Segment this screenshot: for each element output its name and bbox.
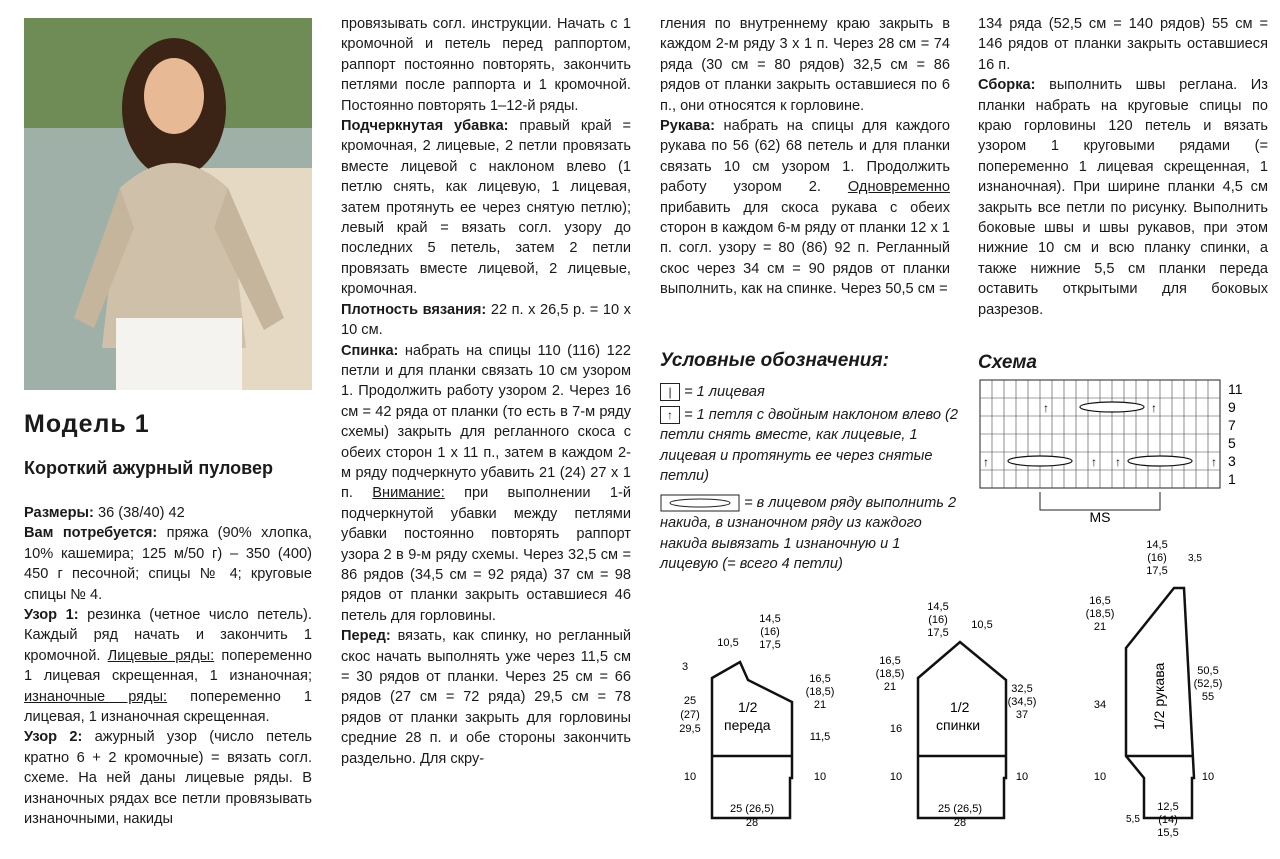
front-right-1: 16,5 xyxy=(809,673,831,685)
back-left-1: 16,5 xyxy=(879,655,901,667)
double-yarnover-icon xyxy=(660,494,740,512)
legend-text-2: = 1 петля с двойным наклоном влево (2 петли снять вместе, как лицевые, 1 лицевая и протянуть ее через снятые петли) xyxy=(660,407,959,485)
back-right-1: 32,5 xyxy=(1011,683,1033,695)
pattern2-label: Узор 2: xyxy=(24,729,83,746)
front-top-3: 17,5 xyxy=(759,639,781,651)
sleeve-text-2: прибавить для скоса рукава с обеих сторон в каждом 6-м ряду от планки 12 х 1 п. согл. узору = 80 (86) 92 п. Регланный скос через 34 см = 90 рядов от планки выполнить, как на спинке. Через 50,5 см = xyxy=(660,199,950,298)
assembly-text: выполнить швы реглана. Из планки набрать на круговые спицы по краю горловины 120 петель и вязать узором 1 круговыми рядами (= попеременно 1 лицевая скрещенная, 1 изнаночная). При ширине планки 4,5 см закрыть все петли по рисунку. Выполнить боковые швы и швы рукавов, при этом нижние 10 см и всю планку спинки, а также нижние 5,5 см планки переда оставить открытыми для боковых разрезов. xyxy=(978,77,1268,318)
chart-yarnover xyxy=(1008,456,1072,466)
chart-row-label: 3 xyxy=(1228,453,1236,469)
materials-text: пряжа (90% хлопка, 10% кашемира; 125 м/50 г) – 350 (400) 450 г песочной; спицы № 4; круговые спицы № 4. xyxy=(24,525,312,603)
sleeve-bottom-1: 12,5 xyxy=(1157,801,1179,813)
sleeve-text: набрать на спицы для каждого рукава по 56 (62) 68 петель и для планки связать 10 см узором 1. Продолжить работу узором 2. xyxy=(660,118,950,196)
legend-item-decrease xyxy=(660,405,960,487)
legend-text-1: = 1 лицевая xyxy=(684,384,765,400)
back-piece xyxy=(876,601,1037,829)
front-hem-right: 10 xyxy=(813,771,827,783)
double-decrease-icon: ↑ xyxy=(660,406,680,424)
legend-title: Условные обозначения: xyxy=(660,350,889,371)
front-top-1: 14,5 xyxy=(759,613,781,625)
legend-item-knit xyxy=(660,382,960,402)
back-hem-right: 10 xyxy=(1015,771,1029,783)
chart-repeat-bracket xyxy=(1040,492,1160,510)
pattern1-text: резинка (четное число петель). Каждый ряд начать и закончить 1 кромочной. xyxy=(24,607,312,664)
knitting-chart-grid xyxy=(978,378,1248,528)
sleeve-label: Рукава: xyxy=(660,118,716,135)
chart-decrease-mark: ↑ xyxy=(1043,401,1049,415)
sleeve-left-1: 16,5 xyxy=(1089,595,1111,607)
sleeve-right-2: (52,5) xyxy=(1193,678,1223,690)
model-title: Модель 1 xyxy=(24,410,150,438)
chart-row-label: 1 xyxy=(1228,471,1236,487)
text-column-3 xyxy=(660,14,950,300)
front-label-1: 1/2 xyxy=(738,699,758,715)
sleeve-side: 5,5 xyxy=(1126,814,1140,825)
back-left-4: 16 xyxy=(889,723,903,735)
sleeve-hem-right: 10 xyxy=(1201,771,1215,783)
back-text: набрать на спицы 110 (116) 122 петли и для планки связать 10 см узором 1. Продолжить работу узором 2. Через 16 см = 42 ряда от планки (то есть в 7-м ряду схемы) закрыть для регланного скоса с обеих сторон 1 х 11 п., затем в каждом 2-м ряду подчеркнуто убавить 21 (24) 27 х 1 п. xyxy=(341,342,631,502)
back-label-1: 1/2 xyxy=(950,699,970,715)
chart-row-label: 9 xyxy=(1228,399,1236,415)
front-left-1: 25 xyxy=(683,695,697,707)
chart-decrease-mark: ↑ xyxy=(1091,455,1097,469)
front-top-2: (16) xyxy=(760,626,780,638)
front-left-2: (27) xyxy=(680,709,700,721)
chart-yarnover xyxy=(1128,456,1192,466)
sleeve-label: 1/2 рукава xyxy=(1151,662,1167,730)
front-text: вязать, как спинку, но регланный скос начать выполнять уже через 11,5 см = 30 рядов от планки. Через 25 см = 66 рядов (27 см = 72 ряда) 29,5 см = 78 рядов от планки закрыть для горловины средние 28 п. и обе стороны закончить раздельно. Для скру- xyxy=(341,628,631,767)
back-left-2: (18,5) xyxy=(875,668,905,680)
chart-repeat-label: MS xyxy=(1089,509,1111,525)
pattern2-text: ажурный узор (число петель кратно 6 + 2 кромочные) = вязать согл. схеме. На ней даны лицевые ряды. В изнаночных рядах все петли провязывать изнаночными, накиды xyxy=(24,729,312,828)
back-top-2: (16) xyxy=(928,614,948,626)
attention-label: Внимание: xyxy=(372,485,445,502)
legend-text-3: = в лицевом ряду выполнить 2 накида, в изнаночном ряду из каждого накида вывязать 1 изнаночную и 1 лицевую (= всего 4 петли) xyxy=(660,495,957,573)
decrease-label: Подчеркнутая убавка: xyxy=(341,118,509,135)
back-right-3: 37 xyxy=(1015,709,1029,721)
chart-row-label: 11 xyxy=(1228,381,1243,397)
sleeve-left-2: (18,5) xyxy=(1085,608,1115,620)
front-label-2: переда xyxy=(724,717,771,733)
front-right-3: 21 xyxy=(813,699,827,711)
sleeve-top-1: 14,5 xyxy=(1146,539,1168,551)
sleeve-left-4: 34 xyxy=(1093,699,1107,711)
front-right-2: (18,5) xyxy=(805,686,835,698)
front-left-top: 3 xyxy=(682,661,689,673)
back-bottom-2: 28 xyxy=(953,817,967,829)
chart-decrease-mark: ↑ xyxy=(983,455,989,469)
back-top-1: 14,5 xyxy=(927,601,949,613)
model-photo-illustration xyxy=(24,18,312,390)
front-right-4: 11,5 xyxy=(809,731,831,743)
chart-row-label: 7 xyxy=(1228,417,1236,433)
sleeve-bottom-3: 15,5 xyxy=(1157,827,1179,839)
text-column-4 xyxy=(978,14,1268,320)
text-column-1 xyxy=(24,503,312,830)
back-bottom-1: 25 (26,5) xyxy=(937,803,983,815)
back-label-2: спинки xyxy=(936,717,981,733)
col4-intro: 134 ряда (52,5 см = 140 рядов) 55 см = 146 рядов от планки закрыть оставшиеся 16 п. xyxy=(978,16,1268,73)
model-subtitle: Короткий ажурный пуловер xyxy=(24,458,274,478)
back-label: Спинка: xyxy=(341,342,399,359)
pattern1-purl-rows: изнаночные ряды: xyxy=(24,688,168,705)
back-right-2: (34,5) xyxy=(1007,696,1037,708)
knit-symbol-icon: | xyxy=(660,383,680,401)
pattern1-text-2: попеременно 1 лицевая скрещенная, 1 изнаночная; xyxy=(24,647,313,685)
sleeve-piece xyxy=(1086,539,1223,839)
col2-intro: провязывать согл. инструкции. Начать с 1 кромочной и петель перед раппортом, раппорт постоянно повторять, закончить петлями после раппорта и 1 кромочной. Постоянно повторять 1–12-й ряды. xyxy=(341,16,631,114)
chart-decrease-mark: ↑ xyxy=(1151,401,1157,415)
materials-label: Вам потребуется: xyxy=(24,525,158,542)
assembly-label: Сборка: xyxy=(978,77,1036,94)
back-left-3: 21 xyxy=(883,681,897,693)
sleeve-bottom-2: (14) xyxy=(1158,814,1178,826)
schema-title: Схема xyxy=(978,352,1038,373)
front-bottom-2: 28 xyxy=(745,817,759,829)
density-label: Плотность вязания: xyxy=(341,301,487,318)
pattern1-knit-rows: Лицевые ряды: xyxy=(107,647,215,664)
simultaneously-label: Одновременно xyxy=(847,179,950,196)
sleeve-hem-left: 10 xyxy=(1093,771,1107,783)
decrease-text: правый край = кромочная, 2 лицевые, 2 петли провязать вместе лицевой с наклоном влево (1 петлю снять, как лицевую, 1 лицевая, затем протянуть ее через снятую петлю); левый край = вязать согл. узору до последних 5 петель, затем 2 петли провязать вместе лицевой, 2 лицевые, кромочная. xyxy=(341,118,631,298)
front-piece xyxy=(679,613,834,829)
sleeve-right-1: 50,5 xyxy=(1197,665,1219,677)
knitting-chart xyxy=(978,378,1248,533)
sleeve-right-3: 55 xyxy=(1201,691,1215,703)
back-neck: 10,5 xyxy=(971,619,993,631)
model-photo xyxy=(24,18,312,390)
front-bottom-1: 25 (26,5) xyxy=(729,803,775,815)
sizes-label: Размеры: xyxy=(24,505,94,521)
chart-row-label: 5 xyxy=(1228,435,1236,451)
chart-decrease-mark: ↑ xyxy=(1211,455,1217,469)
sleeve-top-2: (16) xyxy=(1147,552,1167,564)
front-label: Перед: xyxy=(341,628,391,645)
front-hem-left: 10 xyxy=(683,771,697,783)
density-text: 22 п. х 26,5 р. = 10 х 10 см. xyxy=(341,301,631,339)
pattern1-text-3: попеременно 1 лицевая, 1 изнаночная скрещенная. xyxy=(24,688,312,726)
chart-decrease-mark: ↑ xyxy=(1115,455,1121,469)
col3-intro: гления по внутреннему краю закрыть в каждом 2-м ряду 3 х 1 п. Через 28 см = 74 ряда (30 см = 80 рядов) 32,5 см = 86 рядов от планки закрыть оставшиеся по 6 п., они относятся к горловине. xyxy=(660,16,950,114)
sleeve-top-right: 3,5 xyxy=(1188,553,1202,564)
back-top-3: 17,5 xyxy=(927,627,949,639)
front-left-3: 29,5 xyxy=(679,723,701,735)
front-neck: 10,5 xyxy=(717,637,739,649)
sleeve-left-3: 21 xyxy=(1093,621,1107,633)
back-hem-left: 10 xyxy=(889,771,903,783)
pattern-pieces xyxy=(660,530,1270,850)
text-column-2 xyxy=(341,14,631,769)
back-text-2: при выполнении 1-й подчеркнутой убавки между петлями убавки постоянно повторять раппорт узора 2 в 9-м ряду схемы. Через 32,5 см = 86 рядов (34,5 см = 92 ряда) 37 см = 98 рядов от планки закрыть оставшиеся 46 петель для горловины. xyxy=(341,485,631,624)
sizes-text: 36 (38/40) 42 xyxy=(97,505,185,521)
pattern1-label: Узор 1: xyxy=(24,607,79,624)
chart-yarnover xyxy=(1080,402,1144,412)
sleeve-top-3: 17,5 xyxy=(1146,565,1168,577)
